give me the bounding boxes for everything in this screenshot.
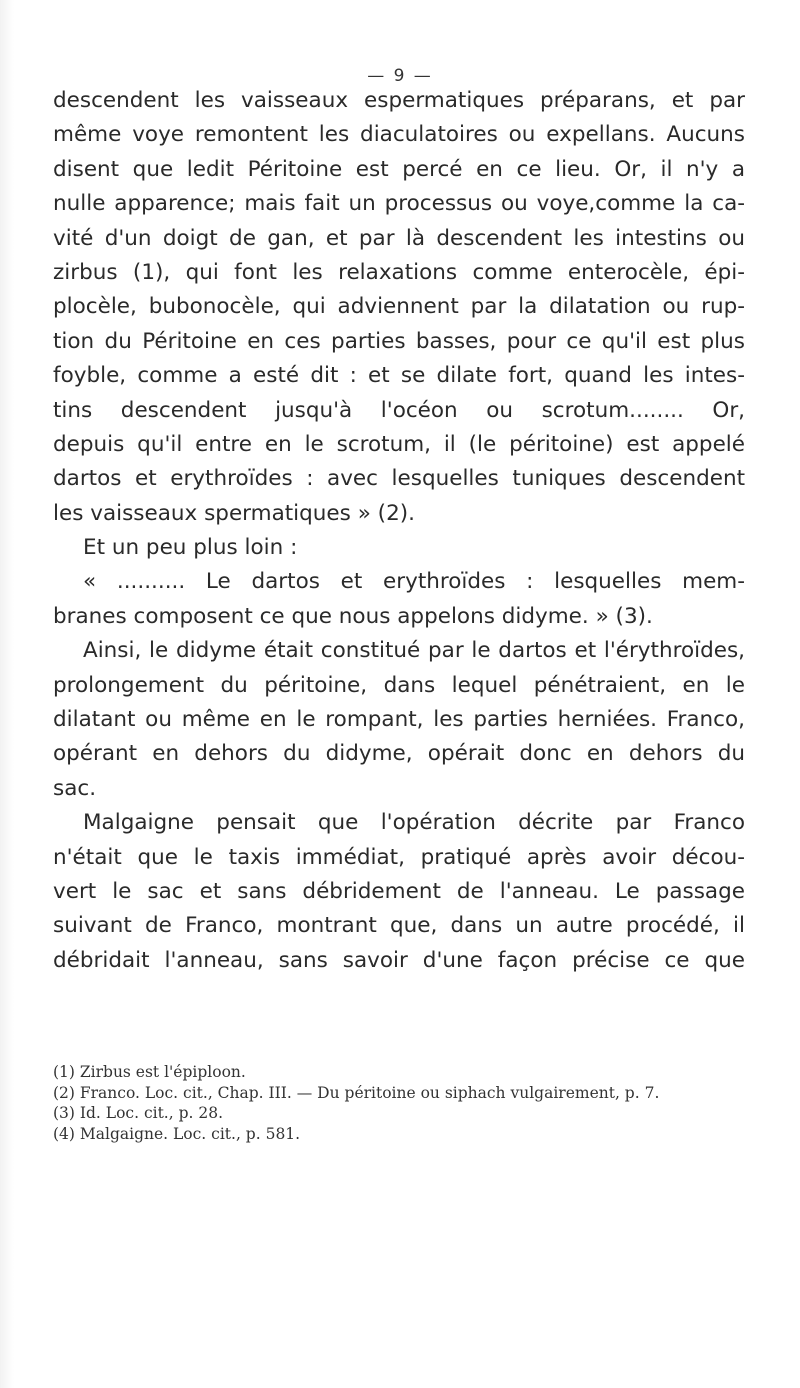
text-line: branes composent ce que nous appelons didyme. » (3).: [53, 603, 653, 629]
text-line: Et un peu plus loin :: [83, 535, 298, 561]
text-line: descendent les vaisseaux espermatiques préparans, et par: [53, 88, 745, 113]
text-line: « .......... Le dartos et erythroïdes : lesquelles mem-: [83, 569, 745, 595]
footnote: (3) Id. Loc. cit., p. 28.: [53, 1104, 224, 1122]
text-line: tins descendent jusqu'à l'océon ou scrotum........ Or,: [53, 397, 745, 423]
text-line: disent que ledit Péritoine est percé en ce lieu. Or, il n'y a: [53, 156, 745, 182]
page-edge-shadow: [0, 0, 14, 1388]
text-line: même voye remontent les diaculatoires ou expellans. Aucuns: [53, 122, 745, 148]
text-line: débridait l'anneau, sans savoir d'une façon précise ce que: [53, 947, 745, 973]
text-line: foyble, comme a esté dit : et se dilate fort, quand les intes-: [53, 363, 745, 389]
text-line: vert le sac et sans débridement de l'anneau. Le passage: [53, 878, 745, 904]
text-line: tion du Péritoine en ces parties basses, pour ce qu'il est plus: [53, 328, 745, 354]
footnote: (1) Zirbus est l'épiploon.: [53, 1063, 246, 1081]
text-line: zirbus (1), qui font les relaxations comme enterocèle, épi-: [53, 259, 745, 285]
footnote: (4) Malgaigne. Loc. cit., p. 581.: [53, 1124, 301, 1143]
text-line: Ainsi, le didyme était constitué par le dartos et l'érythroïdes,: [83, 638, 745, 664]
text-line: prolongement du péritoine, dans lequel pénétraient, en le: [53, 672, 745, 698]
text-line: plocèle, bubonocèle, qui adviennent par la dilatation ou rup-: [53, 294, 745, 320]
text-line: opérant en dehors du didyme, opérait donc en dehors du: [53, 741, 745, 767]
text-line: nulle apparence; mais fait un processus ou voye,comme la ca-: [53, 191, 745, 217]
text-line: n'était que le taxis immédiat, pratiqué après avoir décou-: [53, 844, 745, 870]
footnotes: [53, 1062, 753, 1144]
text-line: dilatant ou même en le rompant, les parties herniées. Franco,: [53, 707, 745, 733]
page-number: — 9 —: [367, 66, 433, 86]
text-line: vité d'un doigt de gan, et par là descendent les intestins ou: [53, 225, 745, 251]
text-line: suivant de Franco, montrant que, dans un autre procédé, il: [53, 913, 745, 939]
text-line: les vaisseaux spermatiques » (2).: [53, 500, 415, 526]
text-line: Malgaigne pensait que l'opération décrite par Franco: [83, 810, 745, 836]
body-paragraphs: [53, 84, 745, 978]
footnote: (2) Franco. Loc. cit., Chap. III. — Du péritoine ou siphach vulgairement, p. 7.: [53, 1083, 660, 1102]
text-line: sac.: [53, 775, 97, 801]
text-line: depuis qu'il entre en le scrotum, il (le péritoine) est appelé: [53, 431, 745, 457]
text-line: dartos et erythroïdes : avec lesquelles tuniques descendent: [53, 466, 745, 492]
